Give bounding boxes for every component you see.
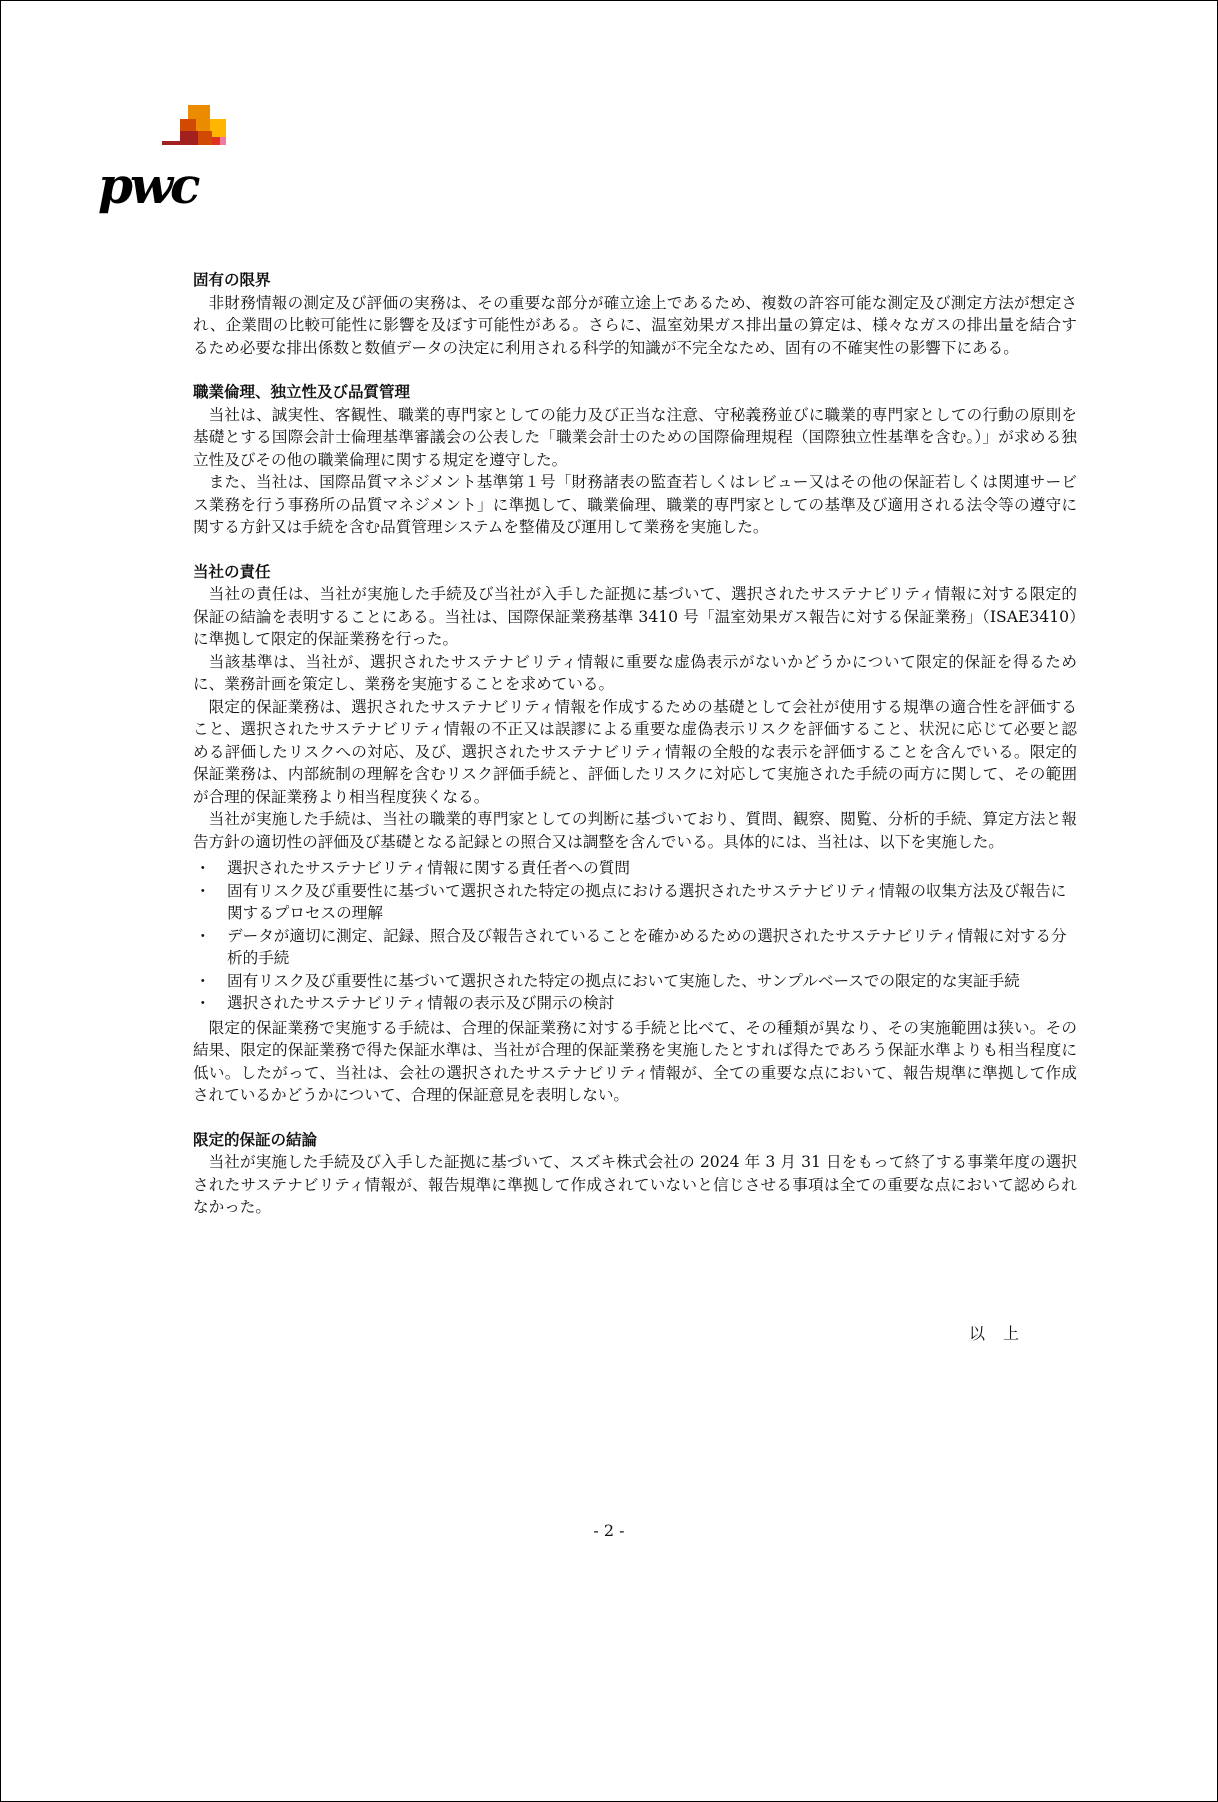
- section-inherent-limitations: [193, 269, 1077, 359]
- paragraph: 当社の責任は、当社が実施した手続及び当社が入手した証拠に基づいて、選択されたサステナビリティ情報に対する限定的保証の結論を表明することにある。当社は、国際保証業務基準 3410 号「温室効果ガス報告に対する保証業務」（ISAE3410）に準拠して限定的保証業務を行った。: [193, 585, 1077, 648]
- list-item: [193, 925, 1077, 970]
- paragraph: 限定的保証業務で実施する手続は、合理的保証業務に対する手続と比べて、その種類が異なり、その実施範囲は狭い。その結果、限定的保証業務で得た保証水準は、当社が合理的保証業務を実施したとすれば得たであろう保証水準よりも相当程度に低い。したがって、当社は、会社の選択されたサステナビリティ情報が、全ての重要な点において、報告規準に準拠して作成されているかどうかについて、合理的保証意見を表明しない。: [193, 1018, 1077, 1104]
- paragraph: 非財務情報の測定及び評価の実務は、その重要な部分が確立途上であるため、複数の許容可能な測定及び測定方法が想定され、企業間の比較可能性に影響を及ぼす可能性がある。さらに、温室効果ガス排出量の算定は、様々なガスの排出量を結合するため必要な排出係数と数値データの決定に利用される科学的知識が不完全なため、固有の不確実性の影響下にある。: [193, 293, 1077, 357]
- section-heading: 固有の限界: [193, 271, 271, 289]
- list-item: [193, 857, 1077, 880]
- section-heading: 職業倫理、独立性及び品質管理: [193, 383, 411, 401]
- section-limited-assurance-conclusion: [193, 1129, 1077, 1219]
- end-mark: 以上: [969, 1324, 1038, 1343]
- paragraph: 当社が実施した手続は、当社の職業的専門家としての判断に基づいており、質問、観察、閲覧、分析的手続、算定方法と報告方針の適切性の評価及び基礎となる記録との照合又は調整を含んでいる。具体的には、当社は、以下を実施した。: [193, 810, 1077, 851]
- bullet-marker: ・: [195, 881, 211, 900]
- section-heading: 当社の責任: [193, 562, 271, 581]
- bullet-marker: ・: [195, 971, 211, 990]
- paragraph: 限定的保証業務は、選択されたサステナビリティ情報を作成するための基礎として会社が使用する規準の適合性を評価すること、選択されたサステナビリティ情報の不正又は誤謬による重要な虚偽表示リスクを評価すること、状況に応じて必要と認める評価したリスクへの対応、及び、選択されたサステナビリティ情報の全般的な表示を評価することを含んでいる。限定的保証業務は、内部統制の理解を含むリスク評価手続と、評価したリスクに対応して実施された手続の両方に関して、その範囲が合理的保証業務より相当程度狭くなる。: [193, 697, 1077, 806]
- list-item-text: 選択されたサステナビリティ情報に関する責任者への質問: [227, 859, 630, 877]
- page-number: - 2 -: [593, 1521, 625, 1540]
- pwc-logo-text: pwc: [98, 156, 198, 215]
- list-item: [193, 992, 1077, 1015]
- paragraph: 当社は、誠実性、客観性、職業的専門家としての能力及び正当な注意、守秘義務並びに職業的専門家としての行動の原則を基礎とする国際会計士倫理基準審議会の公表した「職業会計士のための国際倫理規程（国際独立性基準を含む。）」が求める独立性及びその他の職業倫理に関する規定を遵守した。: [193, 405, 1077, 469]
- list-item: [193, 880, 1077, 925]
- bullet-marker: ・: [195, 994, 211, 1012]
- list-item: [193, 970, 1077, 993]
- section-ethics-independence-quality: [193, 381, 1077, 539]
- paragraph: 当該基準は、当社が、選択されたサステナビリティ情報に重要な虚偽表示がないかどうかについて限定的保証を得るために、業務計画を策定し、業務を実施することを求めている。: [193, 652, 1077, 693]
- section-heading: 限定的保証の結論: [193, 1130, 318, 1149]
- bullet-marker: ・: [195, 926, 211, 945]
- list-item-text: 固有リスク及び重要性に基づいて選択された特定の拠点において実施した、サンプルベースでの限定的な実証手続: [227, 971, 1020, 990]
- paragraph: また、当社は、国際品質マネジメント基準第１号「財務諸表の監査若しくはレビュー又はその他の保証若しくは関連サービス業務を行う事務所の品質マネジメント」に準拠して、職業倫理、職業的専門家としての基準及び適用される法令等の遵守に関する方針又は手続を含む品質管理システムを整備及び運用して業務を実施した。: [193, 473, 1077, 536]
- section-our-responsibility: [193, 561, 1077, 1107]
- procedures-list: [193, 857, 1077, 1015]
- pwc-logo: [98, 105, 243, 217]
- paragraph: 当社が実施した手続及び入手した証拠に基づいて、スズキ株式会社の 2024 年 3 月 31 日をもって終了する事業年度の選択されたサステナビリティ情報が、報告規準に準拠して作成されていないと信じさせる事項は全ての重要な点において認められなかった。: [193, 1153, 1077, 1216]
- list-item-text: 選択されたサステナビリティ情報の表示及び開示の検討: [227, 994, 615, 1012]
- bullet-marker: ・: [195, 859, 211, 877]
- list-item-text: データが適切に測定、記録、照合及び報告されていることを確かめるための選択されたサステナビリティ情報に対する分析的手続: [227, 926, 1067, 967]
- document-body: [193, 269, 1077, 1241]
- list-item-text: 固有リスク及び重要性に基づいて選択された特定の拠点における選択されたサステナビリティ情報の収集方法及び報告に関するプロセスの理解: [227, 881, 1067, 922]
